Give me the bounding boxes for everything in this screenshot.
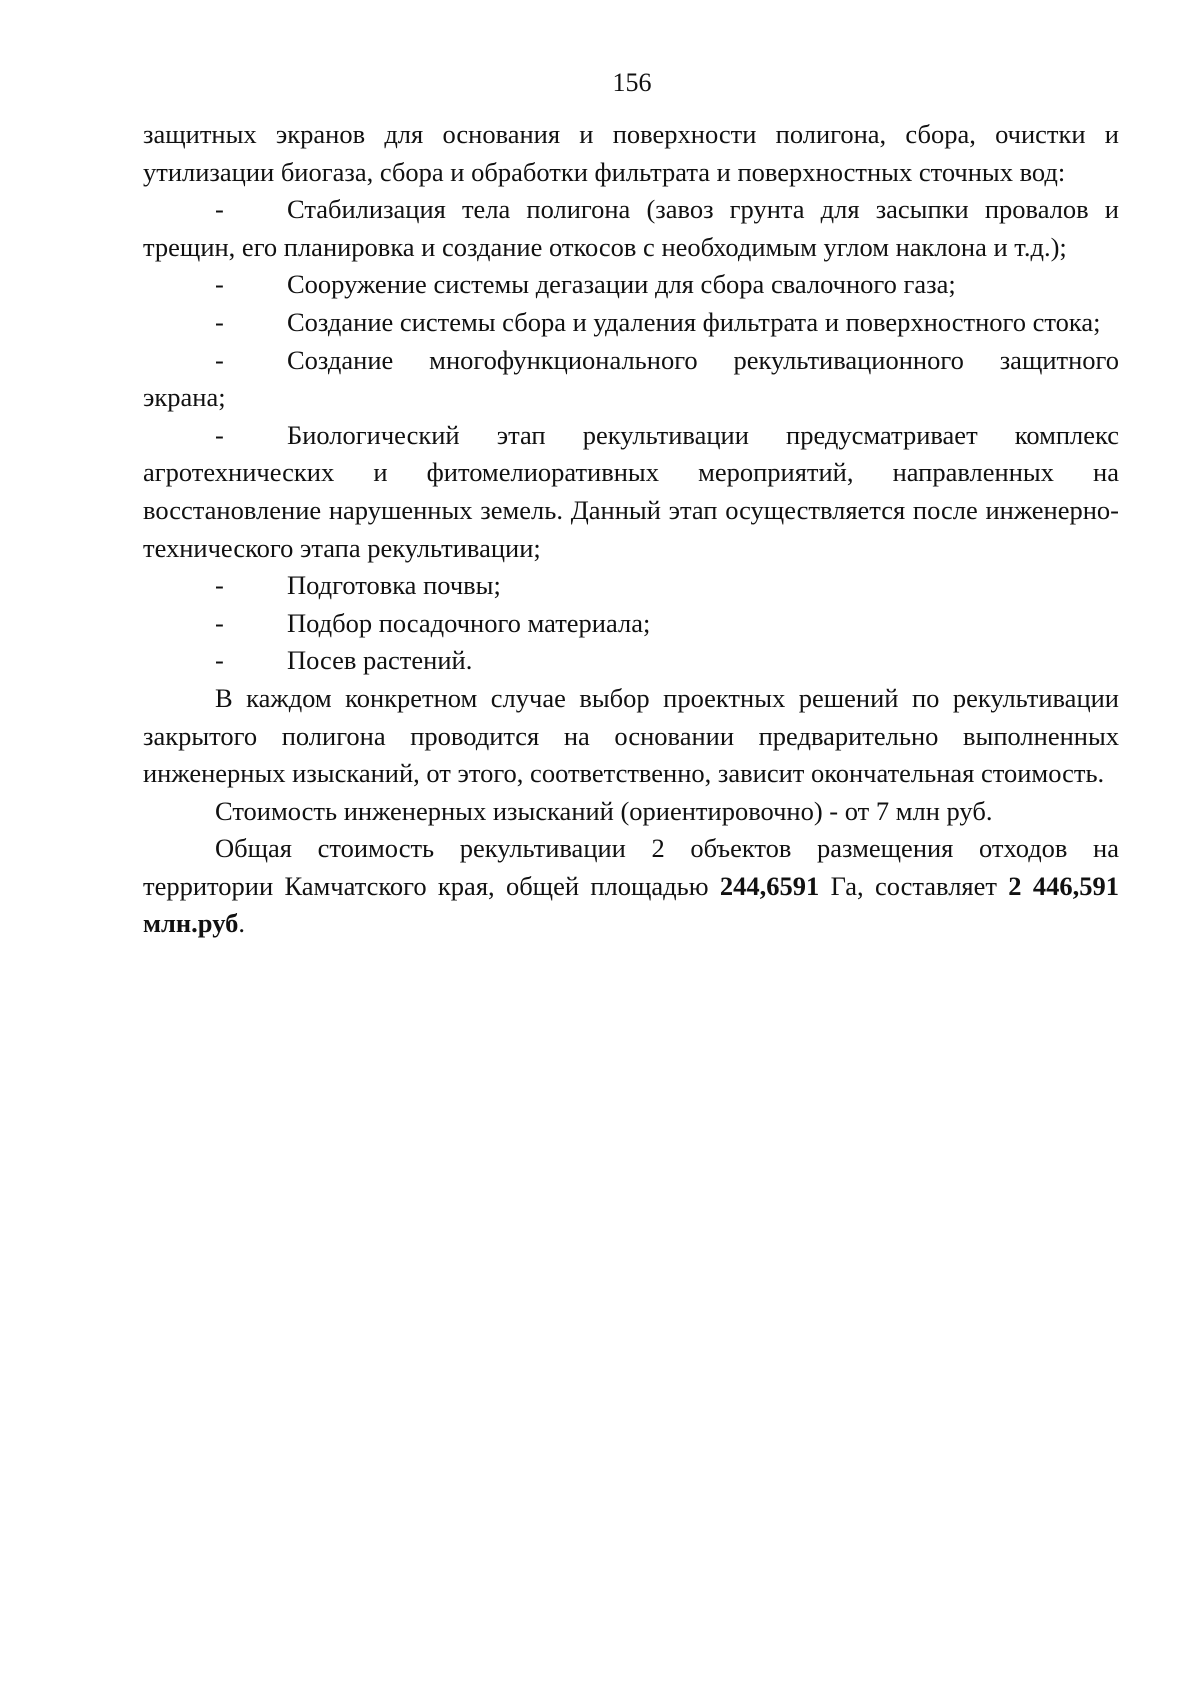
choice-paragraph: В каждом конкретном случае выбор проектных решений по рекультивации закрытого полигона проводится на основании предварительно выполненных инженерных изысканий, от этого, соответственно, зависит окончательная стоимость. [143,682,1119,789]
list-item [143,417,1119,567]
list-item [143,605,1119,643]
list-item [143,567,1119,605]
list-dash: - [215,645,224,676]
list-item [143,304,1119,342]
list-item-text: Посев растений. [287,645,473,676]
list-dash: - [215,419,224,450]
total-cost-suffix: . [238,908,245,939]
total-cost-value: 2 446,591 млн.руб [143,870,1119,939]
total-cost-middle: Га, составляет [819,870,1009,901]
list-item [143,342,1119,417]
list-dash: - [215,570,224,601]
list-dash: - [215,194,224,225]
list-item-text: Подготовка почвы; [287,570,501,601]
page-number: 156 [612,68,652,97]
list-item-text: Стабилизация тела полигона (завоз грунта для засыпки провалов и трещин, его планировка и создание откосов с необходимым углом наклона и т.д.); [143,194,1119,262]
list-dash: - [215,344,224,375]
intro-paragraph: защитных экранов для основания и поверхности полигона, сбора, очистки и утилизации биогаза, сбора и обработки фильтрата и поверхностных сточных вод: [143,119,1119,187]
list-item-text: Подбор посадочного материала; [287,607,651,638]
list-item-text: Создание системы сбора и удаления фильтрата и поверхностного стока; [287,306,1101,337]
page-body [143,116,1119,943]
list-item [143,191,1119,266]
list-item [143,266,1119,304]
total-cost-paragraph [143,830,1119,943]
list-item [143,642,1119,680]
list-item-text: Создание многофункционального рекультивационного защитного экрана; [143,344,1119,413]
list-dash: - [215,269,224,300]
list-item-text: Биологический этап рекультивации предусматривает комплекс агротехнических и фитомелиоративных мероприятий, направленных на восстановление нарушенных земель. Данный этап осуществляется после инженерно-технического этапа рекультивации; [143,419,1119,563]
list-dash: - [215,306,224,337]
list-dash: - [215,607,224,638]
survey-cost-paragraph: Стоимость инженерных изысканий (ориентировочно) - от 7 млн руб. [215,795,993,826]
total-area-value: 244,6591 [719,870,820,901]
total-cost-prefix: Общая стоимость рекультивации 2 объектов размещения отходов на территории Камчатского края, общей площадью [143,833,1119,901]
list-item-text: Сооружение системы дегазации для сбора свалочного газа; [287,269,956,300]
